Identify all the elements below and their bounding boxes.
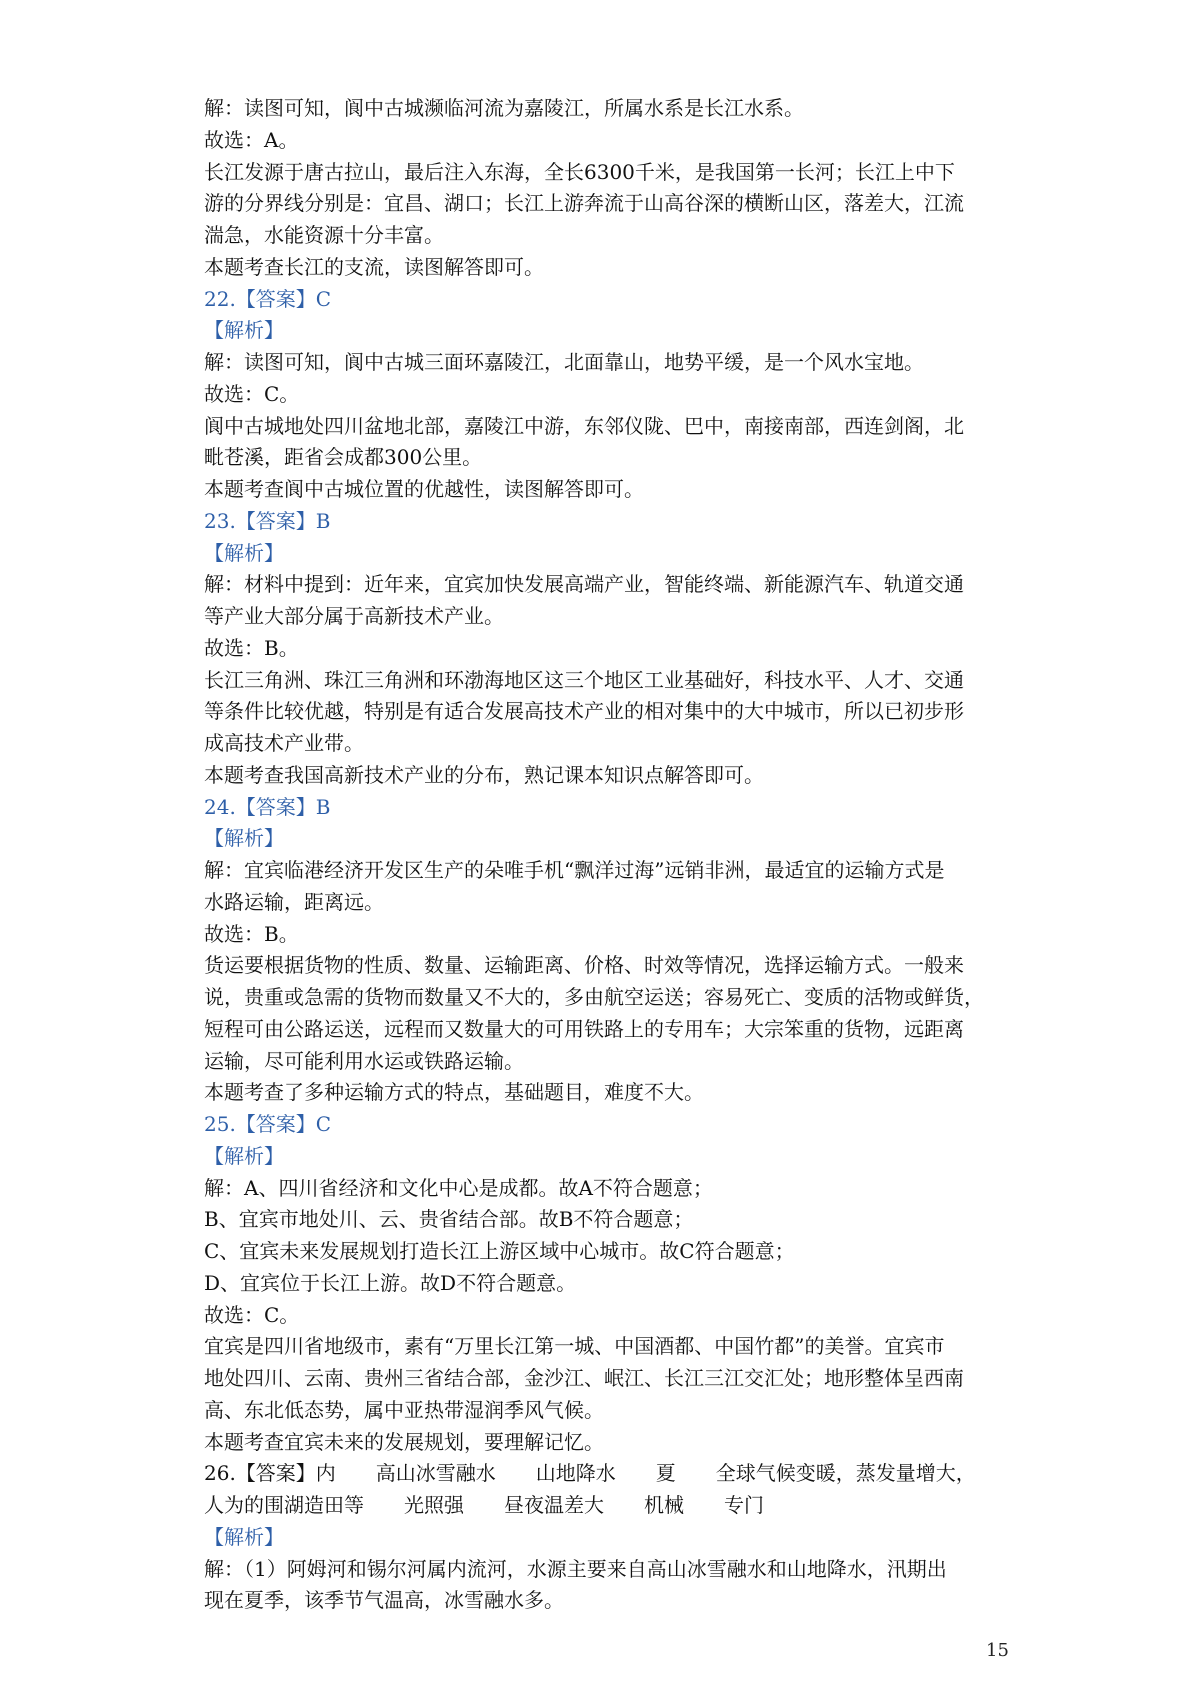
text-line: 成高技术产业带。 (204, 731, 364, 755)
text-line: 运输，尽可能利用水运或铁路运输。 (204, 1048, 524, 1073)
text-line: 人为的围湖造田等 光照强 昼夜温差大 机械 专门 (204, 1493, 764, 1517)
answer-heading-23: 23.【答案】B (204, 508, 331, 533)
text-line: 长江发源于唐古拉山，最后注入东海，全长6300千米，是我国第一长河；长江上中下 (204, 159, 955, 184)
text-line: 现在夏季，该季节气温高，冰雪融水多。 (204, 1588, 564, 1613)
text-line: 本题考查了多种运输方式的特点，基础题目，难度不大。 (204, 1080, 704, 1105)
document-body (204, 93, 1019, 1617)
text-line: D、宜宾位于长江上游。故D不符合题意。 (204, 1270, 577, 1295)
text-line: 故选：A。 (204, 127, 299, 152)
text-line: 湍急，水能资源十分丰富。 (204, 223, 444, 247)
text-line: 故选：B。 (204, 921, 299, 946)
text-line: 水路运输，距离远。 (204, 889, 384, 914)
text-line: 解：读图可知，阆中古城三面环嘉陵江，北面靠山，地势平缓，是一个风水宝地。 (204, 350, 924, 374)
text-line: 故选：C。 (204, 381, 300, 406)
text-line: 毗苍溪，距省会成都300公里。 (204, 445, 483, 470)
analysis-heading: 【解析】 (204, 540, 284, 565)
answer-heading-26: 26.【答案】内 高山冰雪融水 山地降水 夏 全球气候变暖，蒸发量增大， (204, 1461, 976, 1486)
text-line: B、宜宾市地处川、云、贵省结合部。故B不符合题意； (204, 1207, 694, 1232)
text-line: C、宜宾未来发展规划打造长江上游区域中心城市。故C符合题意； (204, 1239, 795, 1263)
answer-heading-25: 25.【答案】C (204, 1112, 332, 1136)
text-line: 短程可由公路运送，远程而又数量大的可用铁路上的专用车；大宗笨重的货物，远距离 (204, 1016, 964, 1041)
text-line: 本题考查我国高新技术产业的分布，熟记课本知识点解答即可。 (204, 762, 764, 787)
text-line: 解：读图可知，阆中古城濒临河流为嘉陵江，所属水系是长江水系。 (204, 96, 804, 120)
text-line: 解：宜宾临港经济开发区生产的朵唯手机“飘洋过海”远销非洲，最适宜的运输方式是 (204, 858, 945, 882)
analysis-heading: 【解析】 (204, 1143, 284, 1168)
text-line: 宜宾是四川省地级市，素有“万里长江第一城、中国酒都、中国竹都”的美誉。宜宾市 (204, 1334, 945, 1359)
analysis-heading: 【解析】 (204, 318, 284, 343)
text-line: 故选：B。 (204, 635, 299, 660)
text-line: 阆中古城地处四川盆地北部，嘉陵江中游，东邻仪陇、巴中，南接南部，西连剑阁，北 (204, 413, 964, 438)
text-line: 本题考查长江的支流，读图解答即可。 (204, 254, 544, 279)
text-line: 高、东北低态势，属中亚热带湿润季风气候。 (204, 1397, 604, 1422)
text-line: 解：材料中提到：近年来，宜宾加快发展高端产业，智能终端、新能源汽车、轨道交通 (204, 572, 964, 597)
page-number: 15 (986, 1640, 1009, 1661)
analysis-heading: 【解析】 (204, 826, 284, 851)
text-line: 地处四川、云南、贵州三省结合部，金沙江、岷江、长江三江交汇处；地形整体呈西南 (204, 1366, 964, 1390)
text-line: 本题考查阆中古城位置的优越性，读图解答即可。 (204, 477, 644, 501)
text-line: 说，贵重或急需的货物而数量又不大的，多由航空运送；容易死亡、变质的活物或鲜货， (204, 985, 984, 1009)
text-line: 长江三角洲、珠江三角洲和环渤海地区这三个地区工业基础好，科技水平、人才、交通 (204, 667, 964, 692)
text-line: 游的分界线分别是：宜昌、湖口；长江上游奔流于山高谷深的横断山区，落差大，江流 (204, 191, 964, 216)
answer-heading-22: 22.【答案】C (204, 286, 332, 311)
analysis-heading: 【解析】 (204, 1524, 284, 1549)
text-line: 货运要根据货物的性质、数量、运输距离、价格、时效等情况，选择运输方式。一般来 (204, 953, 964, 978)
text-line: 等产业大部分属于高新技术产业。 (204, 604, 504, 628)
text-line: 等条件比较优越，特别是有适合发展高技术产业的相对集中的大中城市，所以已初步形 (204, 699, 964, 724)
text-line: 本题考查宜宾未来的发展规划，要理解记忆。 (204, 1429, 604, 1454)
text-line: 解：A、四川省经济和文化中心是成都。故A不符合题意； (204, 1175, 713, 1200)
text-line: 解：（1）阿姆河和锡尔河属内流河，水源主要来自高山冰雪融水和山地降水，汛期出 (204, 1556, 947, 1581)
answer-heading-24: 24.【答案】B (204, 794, 331, 819)
text-line: 故选：C。 (204, 1302, 300, 1327)
